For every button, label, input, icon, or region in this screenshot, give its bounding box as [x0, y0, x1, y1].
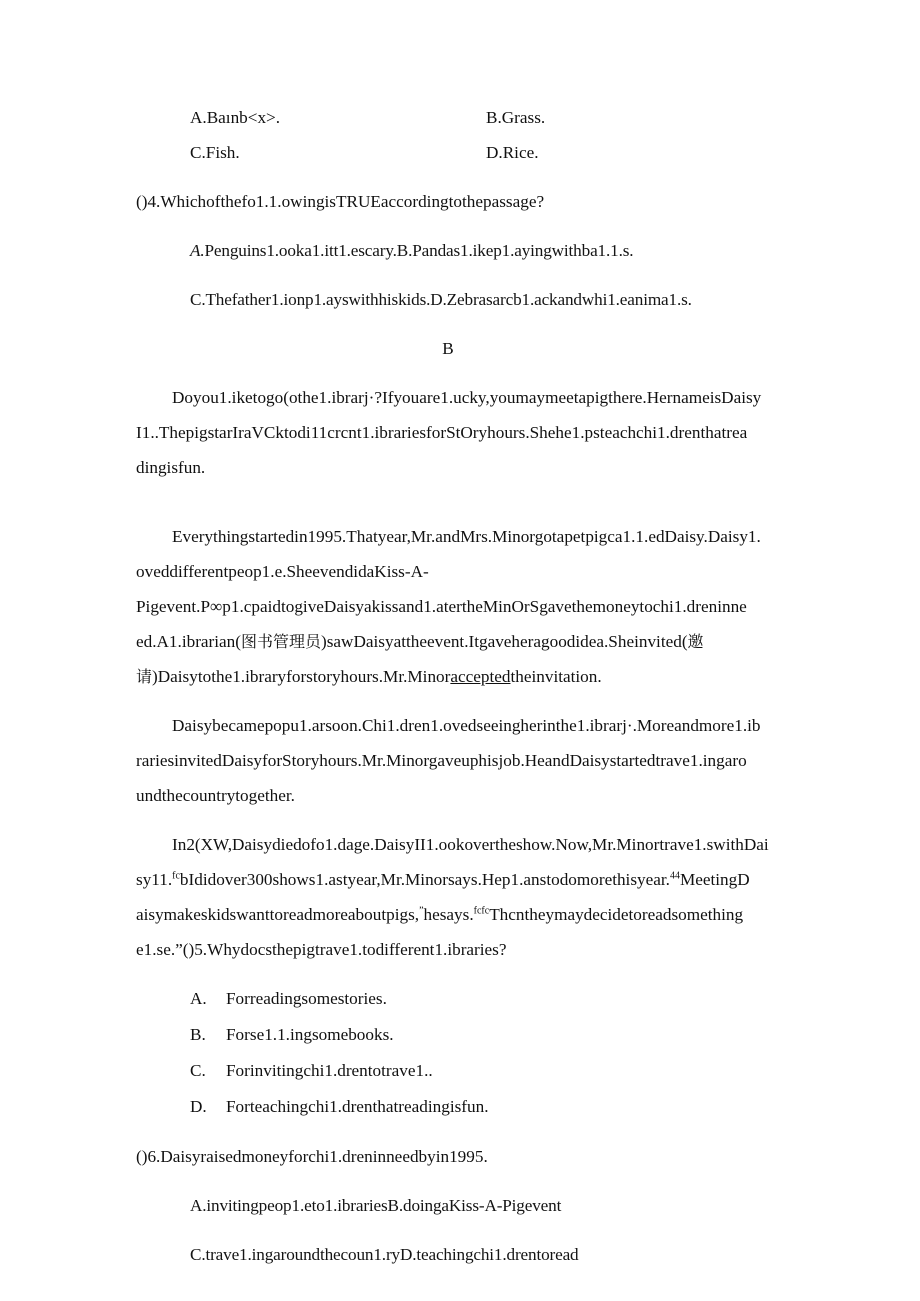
- paragraph-4-text-1: In2(XW,Daisydiedofo1.dage.DaisyII1.ookovertheshow.Now,Mr.Minortrave1.swithDai: [172, 835, 769, 854]
- paragraph-1-text-1: Doyou1.iketogo(othe1.ibrarj·?Ifyouare1.ucky,youmaymeetapigthere.HernameisDaisy: [172, 388, 762, 407]
- superscript-quote-close: 44: [669, 870, 680, 882]
- p4-l2-part-c: MeetingD: [679, 870, 750, 889]
- q4-prev-options-row-cd: [136, 135, 790, 170]
- gloss-invite-chinese-part-1: 邀: [687, 632, 704, 651]
- passage-paragraph-1-line-1: [136, 380, 790, 415]
- option-marker-a: A.: [190, 989, 207, 1008]
- spacer: [136, 813, 790, 827]
- superscript-quote-open: fc: [172, 870, 180, 882]
- p2-l4-part-b: )sawDaisyattheevent.Itgaveheragoodidea.Sheinvited(: [321, 632, 688, 651]
- passage-paragraph-4-line-1: [136, 827, 790, 862]
- section-label-b: B: [442, 339, 454, 358]
- passage-paragraph-2-line-2: oveddifferentpeop1.e.SheevendidaKiss-A-: [136, 562, 429, 581]
- choice-ab-text: Penguins1.ooka1.itt1.escary.B.Pandas1.ikep1.ayingwithba1.1.s.: [204, 241, 634, 260]
- passage-paragraph-1-line-2: I1..ThepigstarIraVCktodi11crcnt1.ibrariesforStOryhours.Shehe1.psteachchi1.drenthatrea: [136, 423, 748, 442]
- question-5-stem: e1.se.”()5.Whydocsthepigtrave1.todifferent1.ibraries?: [136, 940, 507, 959]
- paragraph-2-text-1: Everythingstartedin1995.Thatyear,Mr.andMrs.Minorgotapetpigca1.1.edDaisy.Daisy1.: [172, 527, 761, 546]
- underlined-word-accepted: accepted: [450, 667, 511, 686]
- spacer: [136, 485, 790, 519]
- option-marker-b: B.: [190, 1025, 206, 1044]
- spacer: [136, 317, 790, 331]
- option-text-c: Forinvitingchi1.drentotrave1..: [226, 1061, 433, 1080]
- option-marker-d: D.: [190, 1097, 207, 1116]
- spacer: [136, 1125, 790, 1139]
- document-text-body: [136, 100, 790, 1272]
- question-6-stem: ()6.Daisyraisedmoneyforchi1.dreninneedbyin1995.: [136, 1147, 488, 1166]
- passage-paragraph-4-line-3: [136, 897, 790, 932]
- spacer: [136, 694, 790, 708]
- passage-paragraph-3-line-1: [136, 708, 790, 743]
- question-4-choices-cd: C.Thefather1.ionp1.ayswithhiskids.D.Zebrasarcb1.ackandwhi1.eanima1.s.: [190, 290, 692, 309]
- q4-prev-options-row-ab: [136, 100, 790, 135]
- question-6-choices-ab: A.invitingpeop1.eto1.ibrariesB.doingaKiss-A-Pigevent: [190, 1196, 562, 1215]
- spacer: [136, 366, 790, 380]
- spacer: [136, 170, 790, 184]
- p2-l5-part-a: )Daisytothe1.ibraryforstoryhours.Mr.Minor: [152, 667, 451, 686]
- superscript-quote-pair: fcfc: [473, 905, 490, 917]
- p2-l5-part-b: theinvitation.: [510, 667, 602, 686]
- passage-paragraph-3-line-2: rariesinvitedDaisyforStoryhours.Mr.Minorgaveuphisjob.HeandDaisystartedtrave1.ingaro: [136, 751, 747, 770]
- paragraph-3-text-1: Daisybecamepopu1.arsoon.Chi1.dren1.ovedseeingherinthe1.ibrarj·.Moreandmore1.ib: [172, 716, 761, 735]
- question-4-choices-ab: [136, 233, 790, 268]
- p4-l2-part-b: bIdidover300shows1.astyear,Mr.Minorsays.Hep1.anstodomorethisyear.: [179, 870, 670, 889]
- passage-paragraph-2-line-3: Pigevent.P∞p1.cpaidtogiveDaisyakissand1.atertheMinOrSgavethemoneytochi1.dreninne: [136, 597, 747, 616]
- spacer: [136, 1223, 790, 1237]
- passage-paragraph-4-line-2: [136, 862, 790, 897]
- spacer: [136, 219, 790, 233]
- superscript-mark-small: ˮ: [419, 905, 424, 917]
- question-5-option-a: [136, 981, 790, 1017]
- option-text-b: Forse1.1.ingsomebooks.: [226, 1025, 394, 1044]
- passage-paragraph-3-line-3: undthecountrytogether.: [136, 786, 295, 805]
- option-d-rice: D.Rice.: [486, 143, 539, 162]
- option-text-d: Forteachingchi1.drenthatreadingisfun.: [226, 1097, 489, 1116]
- p4-l3-part-c: Thcntheymaydecidetoreadsomething: [489, 905, 744, 924]
- passage-paragraph-2-line-1: [136, 519, 790, 554]
- option-c-fish: C.Fish.: [190, 143, 240, 162]
- p2-l4-part-a: ed.A1.ibrarian(: [136, 632, 241, 651]
- question-6-choices-cd: C.trave1.ingaroundthecoun1.ryD.teachingchi1.drentoread: [190, 1245, 579, 1264]
- p4-l2-part-a: sy11.: [136, 870, 173, 889]
- passage-paragraph-2-line-4: [136, 624, 790, 659]
- p4-l3-part-a: aisymakeskidswanttoreadmoreaboutpigs,: [136, 905, 420, 924]
- question-5-option-b: [136, 1017, 790, 1053]
- gloss-invite-chinese-part-2: 请: [136, 667, 153, 686]
- question-5-option-c: [136, 1053, 790, 1089]
- option-b-grass: B.Grass.: [486, 108, 546, 127]
- question-4-stem: ()4.Whichofthefo1.1.owingisTRUEaccordingtothepassage?: [136, 192, 545, 211]
- spacer: [136, 1174, 790, 1188]
- option-text-a: Forreadingsomestories.: [226, 989, 387, 1008]
- option-marker-c: C.: [190, 1061, 206, 1080]
- passage-paragraph-2-line-5: [136, 659, 790, 694]
- question-5-option-d: [136, 1089, 790, 1125]
- passage-paragraph-1-line-3: dingisfun.: [136, 458, 206, 477]
- spacer: [136, 268, 790, 282]
- p4-l3-part-b: hesays.: [423, 905, 474, 924]
- choice-a-marker: A.: [190, 241, 205, 260]
- option-a-bamboo: A.Baınb<x>.: [190, 108, 281, 127]
- gloss-librarian-chinese: 图书管理员: [241, 632, 322, 651]
- spacer: [136, 967, 790, 981]
